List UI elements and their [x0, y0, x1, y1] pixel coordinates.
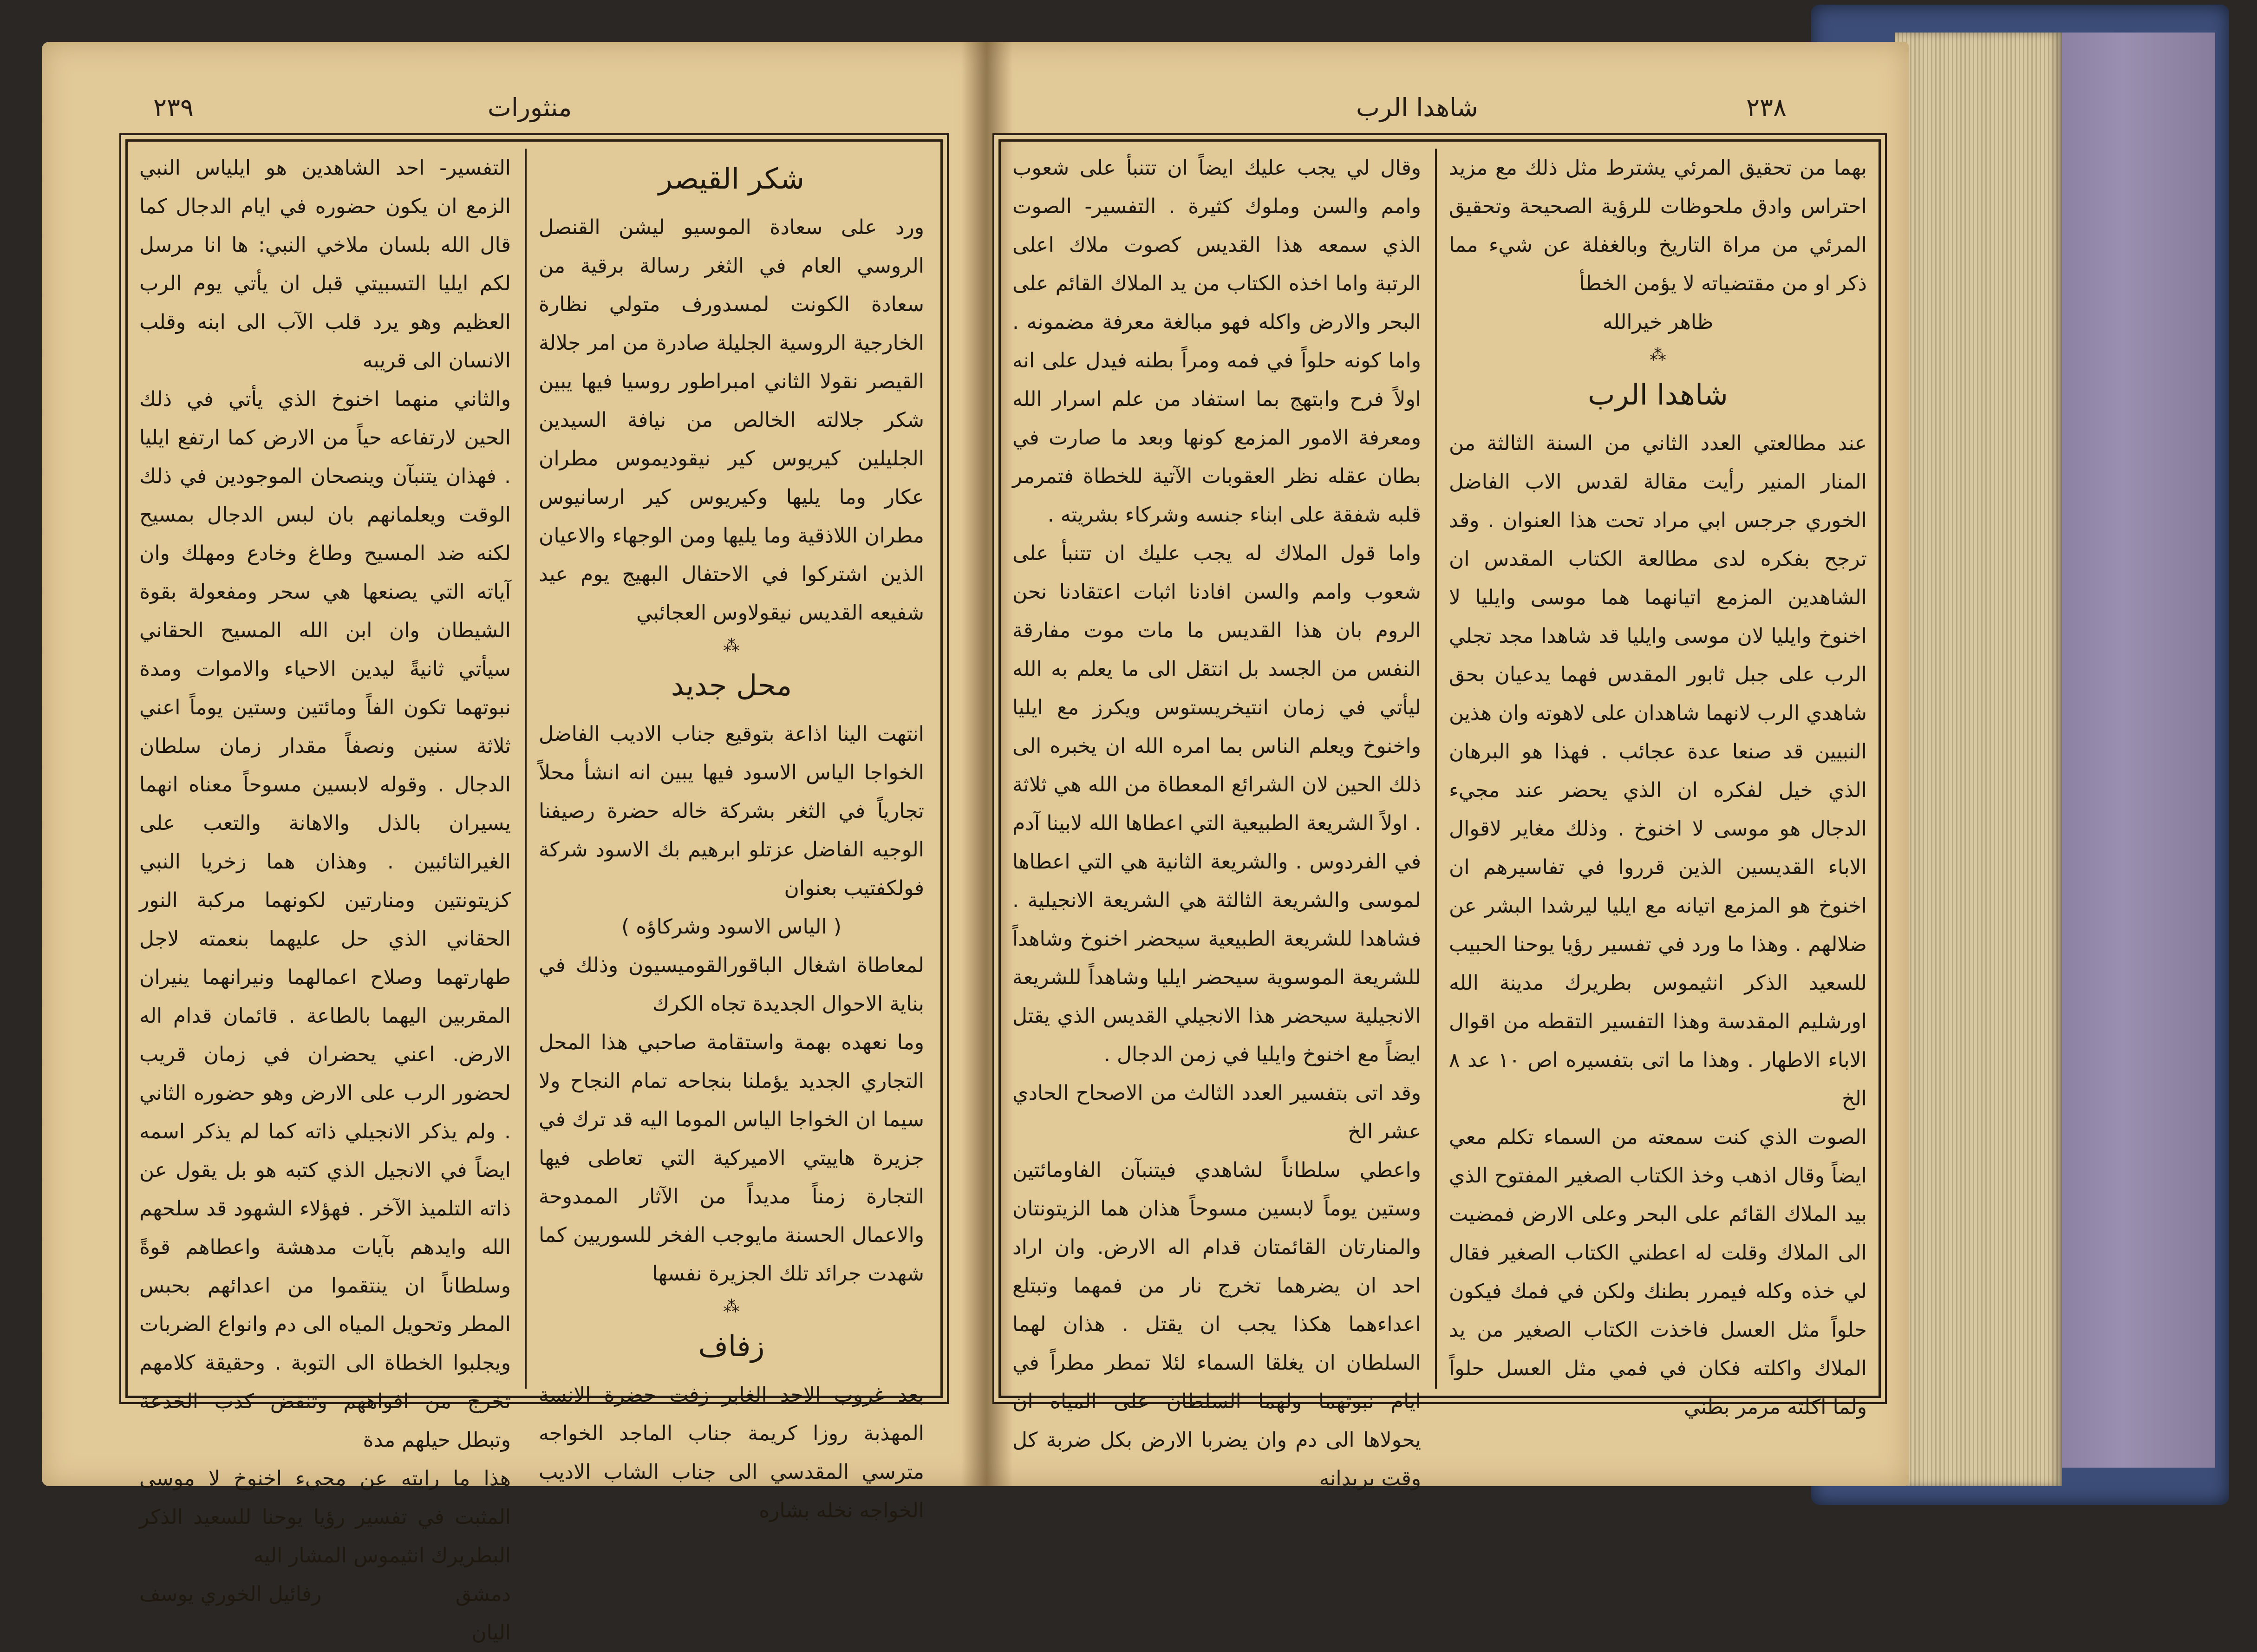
- paragraph: واعطي سلطاناً لشاهدي فيتنبآن الفاومائتين وستين يوماً لابسين مسوحاً هذان هما الزيتونتان والمنارتان القائمتان قدام اله الارض. وان اراد احد ان يضرهما تخرج نار من فمهما وتبتلع اعداءهما هكذا يجب ان يقتل . هذان لهما السلطان ان يغلقا السماء لئلا تمطر مطراً في ايام نبوتهما ولهما السلطان على المياه ان يحولاها الى دم وان يضربا الارض بكل ضربة كل وقت يريدانه: [1012, 1158, 1421, 1490]
- signature-name: رفائيل الخوري يوسف: [139, 1582, 322, 1606]
- paragraph: وقد اتى بتفسير العدد الثالث من الاصحاح الحادي عشر الخ: [1012, 1081, 1421, 1143]
- signature-place: دمشق: [455, 1582, 511, 1606]
- right-column-divider: [1435, 149, 1437, 1389]
- paragraph: واما قول الملاك له يجب عليك ان تتنبأ على شعوب وامم والسن افادنا اثبات اعتقادنا نحن الروم بان هذا القديس ما مات موت مفارقة النفس من الجسد بل انتقل الى ما يعلم به الله ليأتي في زمان انتيخريستوس ويكرز مع ايليا واخنوخ ويعلم الناس بما امره الله ان يخبره الى ذلك الحين لان الشرائع المعطاة من الله هي ثلاثة . اولاً الشريعة الطبيعية التي اعطاها الله لابينا آدم في الفردوس . والشريعة الثانية هي التي اعطاها لموسى والشريعة الثالثة هي الشريعة الانجيلية . فشاهدا للشريعة الطبيعية سيحضر اخنوخ وشاهداً للشريعة الموسوية سيحضر ايليا وشاهداً للشريعة الانجيلية سيحضر هذا الانجيلي القديس الذي يقتل ايضاً مع اخنوخ وايليا في زمن الدجال .: [1012, 542, 1421, 1066]
- paragraph: والثاني منهما اخنوخ الذي يأتي في ذلك الحين لارتفاعه حياً من الارض كما ارتفع ايليا . فهذان يتنبآن وينصحان الموجودين في ذلك الوقت ويعلمانهم بان لبس الدجال بمسيح لكنه ضد المسيح وطاغ وخادع ومهلك وان آياته التي يصنعها هي سحر ومفعولة بقوة الشيطان وان ابن الله المسيح الحقاني سيأتي ثانيةً ليدين الاحياء والاموات ومدة نبوتهما تكون الفاً ومائتين وستين يوماً اعني ثلاثة سنين ونصفاً مقدار زمان سلطان الدجال . وقوله لابسين مسوحاً معناه انهما يسيران بالذل والاهانة والتعب على الغيرالتائبين . وهذان هما زخريا النبي كزيتونتين ومنارتين لكونهما مركبة النور الحقاني الذي حل عليهما بنعمته لاجل طهارتهما وصلاح اعمالهما ونيرانهما ينيران المقربين اليهما بالطاعة . قائمان قدام اله الارض. اعني يحضران في زمان قريب لحضور الرب على الارض وهو حضوره الثاني . ولم يذكر الانجيلي ذاته كما لم يذكر اسمه ايضاً في الانجيل الذي كتبه هو بل يقول عن ذاته التلميذ الآخر . فهؤلاء الشهود قد سلحهم الله وايدهم بآيات مدهشة واعطاهم قوةً وسلطاناً ان ينتقموا من اعدائهم بحبس المطر وتحويل المياه الى دم وانواع الضربات ويجلبوا الخطاة الى التوبة . وحقيقة كلامهم تخرج من افواههم وتنقض كذب الخدعة وتبطل حيلهم مدة: [139, 387, 511, 1452]
- endpaper: [2062, 33, 2215, 1468]
- paragraph: ورد على سعادة الموسيو ليشن القنصل الروسي العام في الثغر رسالة برقية من سعادة الكونت لمسدورف متولي نظارة الخارجية الروسية الجليلة صادرة من امر جلالة القيصر نقولا الثاني امبراطور روسيا فيها يبين شكر جلالته الخالص من نيافة السيدين الجليلين كيريوس كير نيقوديموس مطران عكار وما يليها وكيريوس كير ارسانيوس مطران اللاذقية وما يليها ومن الوجهاء والاعيان الذين اشتركوا في الاحتفال البهيج يوم عيد شفيعه القديس نيقولاوس العجائبي: [539, 215, 924, 625]
- left-page-left-column: [139, 149, 511, 1645]
- right-page-right-column: [1448, 149, 1867, 1419]
- paragraph: بعد غروب الاحد الغابر زفت حضرة الانسة المهذبة روزا كريمة جناب الماجد الخواجه مترسي المقدسي الى جناب الشاب الاديب الخواجه نخله بشاره: [539, 1383, 924, 1522]
- left-page-right-column: [539, 149, 924, 1522]
- right-running-title: شاهدا الرب: [1356, 93, 1478, 122]
- right-page-left-column: [1012, 149, 1421, 1490]
- paragraph: وقال لي يجب عليك ايضاً ان تتنبأ على شعوب وامم والسن وملوك كثيرة . التفسير- الصوت الذي سمعه هذا القديس كصوت ملاك اعلى الرتبة واما اخذه الكتاب من يد الملاك القائم على البحر والارض واكله فهو مبالغة معرفة مضمونه . واما كونه حلواً في فمه ومراً بطنه فيدل على انه اولاً فرح وابتهج بما استفاد من علم اسرار الله ومعرفة الامور المزمع كونها وبعد ما صارت في بطان عقله نظر العقوبات الآتية للخطاة فتمرمر قلبه شفقة على ابناء جنسه وشركاء بشريته .: [1012, 156, 1421, 527]
- section-divider: ⁂: [723, 636, 740, 655]
- page-edges: [1895, 33, 2062, 1486]
- left-page-number: ٢٣٩: [153, 93, 194, 122]
- left-column-divider: [525, 149, 527, 1389]
- section-title: شكر القيصر: [658, 162, 805, 196]
- right-page-number: ٢٣٨: [1746, 93, 1787, 122]
- paragraph: الصوت الذي كنت سمعته من السماء تكلم معي ايضاً وقال اذهب وخذ الكتاب الصغير المفتوح الذي بيد الملاك القائم على البحر وعلى الارض فمضيت الى الملاك وقلت له اعطني الكتاب الصغير فقال لي خذه وكله فيمرر بطنك ولكن في فمك فيكون حلواً مثل العسل فاخذت الكتاب الصغير من يد الملاك واكلته فكان في فمي مثل العسل حلواً ولما اكلته مرمر بطني: [1449, 1125, 1867, 1419]
- section-divider: ⁂: [1650, 346, 1666, 365]
- paragraph: انتهت الينا اذاعة بتوقيع جناب الاديب الفاضل الخواجا الياس الاسود فيها يبين انه انشأ محلاً تجارياً في الثغر بشركة خاله حضرة رصيفنا الوجيه الفاضل عزتلو ابرهيم بك الاسود شركة فولكفتيب بعنوان: [539, 722, 924, 900]
- signature-block: [139, 1575, 511, 1613]
- paragraph: ( الياس الاسود وشركاؤه ): [621, 915, 841, 939]
- section-title: شاهدا الرب: [1588, 378, 1728, 411]
- paragraph: عند مطالعتي العدد الثاني من السنة الثالثة من المنار المنير رأيت مقالة لقدس الاب الفاضل الخوري جرجس ابي مراد تحت هذا العنوان . وقد ترجح بفكره لدى مطالعة الكتاب المقدس ان الشاهدين المزمع اتيانهما هما موسى وايليا لا اخنوخ وايليا لان موسى وايليا قد شاهدا مجد تجلي الرب على جبل ثابور المقدس فهما يدعيان بحق شاهدي الرب لانهما شاهدان على لاهوته وان هذين النبيين قد صنعا عدة عجائب . فهذا هو البرهان الذي خيل لفكره ان الذي يحضر عند مجيء الدجال هو موسى لا اخنوخ . وذلك مغاير لاقوال الاباء القديسين الذين قرروا في تفاسيرهم ان اخنوخ هو المزمع اتيانه مع ايليا ليرشدا البشر عن ضلالهم . وهذا ما ورد في تفسير رؤيا يوحنا الحبيب للسعيد الذكر انثيموس بطريرك مدينة الله اورشليم المقدسة وهذا التفسير التقطه من اقوال الاباء الاطهار . وهذا ما اتى بتفسيره اص ١٠ عد ٨ الخ: [1448, 431, 1867, 1110]
- paragraph: هذا ما رايته عن مجيء اخنوخ لا موسى المثبت في تفسير رؤيا يوحنا للسعيد الذكر البطريرك انثيموس المشار اليه: [139, 1467, 511, 1567]
- signature-subline: اليان: [471, 1621, 511, 1645]
- section-title: محل جديد: [671, 668, 792, 702]
- paragraph: بهما من تحقيق المرئي يشترط مثل ذلك مع مزيد احتراس وادق ملحوظات للرؤية الصحيحة وتحقيق المرئي من مراة التاريخ وبالغفلة عن شيء مما ذكر او من مقتضياته لا يؤمن الخطأ: [1449, 156, 1867, 295]
- left-running-title: منثورات: [488, 93, 572, 122]
- section-divider: ⁂: [723, 1297, 740, 1316]
- paragraph: التفسير- احد الشاهدين هو ايلياس النبي الزمع ان يكون حضوره في ايام الدجال كما قال الله بلسان ملاخي النبي: ها انا مرسل لكم ايليا التسبيتي قبل ان يأتي يوم الرب العظيم وهو يرد قلب الآب الى ابنه وقلب الانسان الى قريبه: [139, 156, 511, 372]
- signature-name: ظاهر خيرالله: [1602, 310, 1714, 334]
- paragraph: وما نعهده بهمة واستقامة صاحبي هذا المحل التجاري الجديد يؤملنا بنجاحه تمام النجاح ولا سيما ان الخواجا الياس الموما اليه قد ترك في جزيرة هاييتي الاميركية التي تعاطى فيها التجارة زمناً مديداً من الآثار الممدوحة والاعمال الحسنة مايوجب الفخر للسوريين كما شهدت جرائد تلك الجزيرة نفسها: [539, 1031, 924, 1286]
- paragraph: لمعاطاة اشغال الباقورالقوميسيون وذلك في بناية الاحوال الجديدة تجاه الكرك: [539, 953, 924, 1016]
- section-title: زفاف: [698, 1329, 765, 1363]
